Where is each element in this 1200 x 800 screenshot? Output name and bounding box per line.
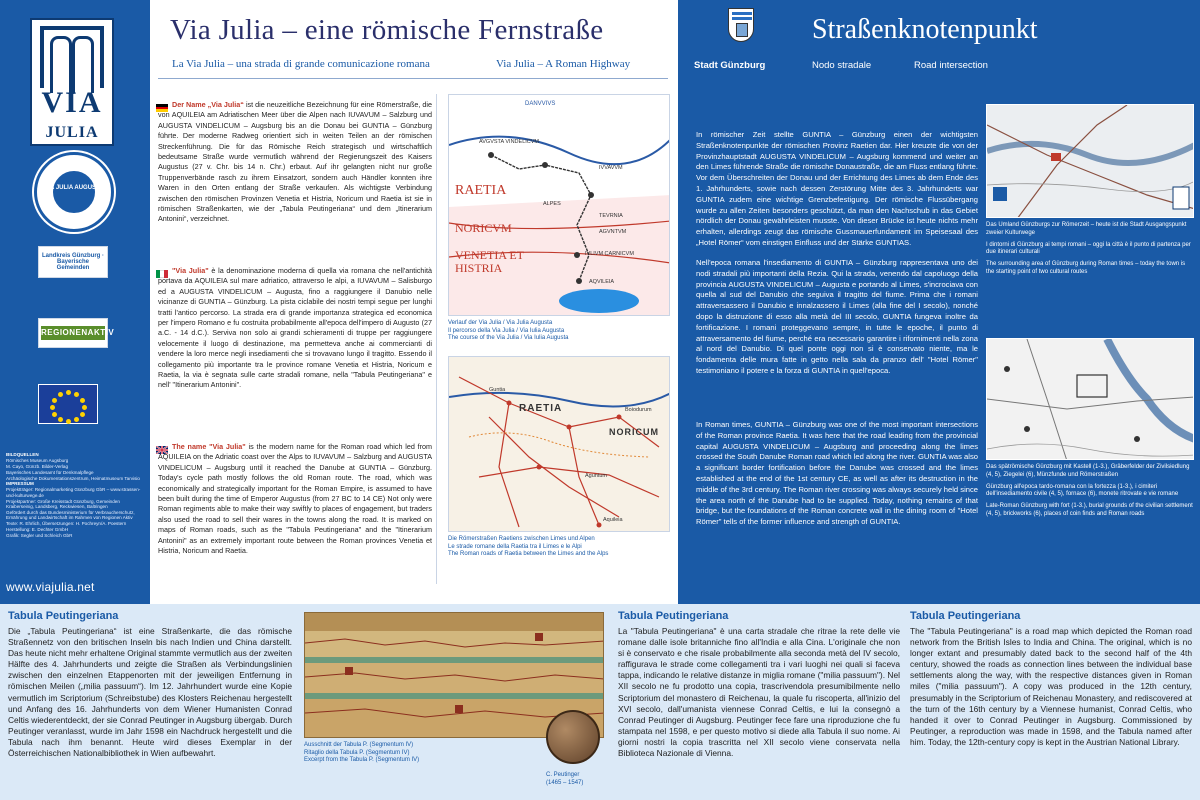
raetia-roads-map: RAETIA NORICUM Guntia Boiodurum Aquileia Aguntum <box>448 356 670 532</box>
partner-logo-landkreis: Landkreis Günzburg · Bayerische Gemeinden <box>38 246 108 278</box>
subtitle-en-right: Road intersection <box>914 60 988 71</box>
tabula-title-en: Tabula Peutingeriana <box>910 610 1021 622</box>
column-divider <box>436 94 437 584</box>
via-julia-augusta-seal <box>34 152 114 232</box>
tabula-text-de: Die „Tabula Peutingeriana“ ist eine Straßenkarte, die das römische Straßennetz von den britischen Inseln bis nach Indien und China darstellt. Das heute nicht mehr erhaltene Original stammte vermutlich aus der zweiten Hälfte des 4. Jahrhunderts und zeigte die Straßen als Verbindungslinien zwischen den einzelnen Etappenorten mit der jeweiligen Entfernung in römischen Meilen („milia passuum“). Im 12. Jahrhundert wurde eine Kopie vermutlich im Scriptorium (Schreibstube) des Klosters Reichenau hergestellt und Anfang des 16. Jahrhunderts von dem Wiener Humanisten Conrad Celtis wiederentdeckt, der sie Conrad Peutinger in Augsburg übergab. Durch Peutinger veranlasst, wurde im Jahr 1598 ein Nachdruck hergestellt und die Tabula nach ihm benannt. Heute wird dieses Exemplar in der Österreichischen Nationalbibliothek in Wien aufbewahrt. <box>8 626 292 759</box>
via-julia-logo <box>30 18 114 146</box>
intersection-text-it: Nell'epoca romana l'insediamento di GUNTIA – Günzburg rappresentava uno dei nodi stradali più importanti della Rezia. Qui la strada, venendo dal capoluogo della provincia AUGUSTA VINDELICUM – Augusta e portando al Limes, s'incrociava con quella al sud del Danubio che seguiva il tragitto del fiume. Prima che i romani attraversassero il Danubio e innalzassero il Limes (alla fine del I secolo), nonché dopo la distruzione di esso alla metà del III secolo, GUNTIA fungeva inoltre da fortificazione. I romani proteggevano sempre, in tutte le epoche, il punto di attraversamento del fiume, perché era necessario garantire i rifornimenti nella zona al nord del Danubio. Di quel ponte oggi non si è conservato niente, ma le fondamenta delle mura fatte in getto nella sala da pranzo dell' "Hotel Römer" testimoniano il potere e la forza di GUNTIA in quell'epoca. <box>696 258 978 375</box>
subtitle-it-right: Nodo stradale <box>812 60 872 71</box>
intersection-title: Straßenknotenpunkt <box>812 14 1038 45</box>
logo-julia: JULIA <box>45 124 99 141</box>
lead-it: "Via Julia" <box>172 266 209 275</box>
roman-map-caption: Das Umland Günzburgs zur Römerzeit – heute ist die Stadt Ausgangspunkt zweier Kulturwege I dintorni di Günzburg ai tempi romani – oggi la città è il punto di partenza per due itinerari culturali The surrounding area of Günzburg during Roman times – today the town is the starting point of two cultural routes <box>986 222 1191 275</box>
city-label: Stadt Günzburg <box>694 60 766 71</box>
tabula-title-it: Tabula Peutingeriana <box>618 610 729 622</box>
town-plan-caption: Das spätrömische Günzburg mit Kastell (1-3.), Gräberfelder der Zivilsiedlung (4, 5), Ziegelei (6), Münzfunde und Römerstraßen Günzburg all'epoca tardo-romana con la fortezza (1-3.), i cimiteri dell'insediamento civile (4, 5), fornace (6), monete ritrovate e vie romane Late-Roman Günzburg with fort (1-3.), burial grounds of the civilian settlement (4, 5), brickworks (6), places of coin finds and Roman roads <box>986 464 1193 517</box>
arch-icon <box>40 26 104 88</box>
tabula-title-de: Tabula Peutingeriana <box>8 610 119 622</box>
intersection-text-en: In Roman times, GUNTIA – Günzburg was one of the most important intersections of the Roman province Raetia. It was here that the road leading from the provincial capital AUGUSTA VINDELICUM – Augsburg and proceeding along the limes crossed the South Danube Roman road which led along the river. GUNTIA was also a significant border fortification before the Danube was crossed and the limes established at the end of the 1st century CE, as well as after its destruction in the middle of the 3rd century. The Roman river crossing was always securely held since the area north of the Danube had to be supplied. Today, nothing remains of that bridge, but the foundations of the Roman concrete wall in the dining room of "Hotel Römer" tells of the former influence and strength of GUNTIA. <box>696 420 978 527</box>
center-panel <box>150 0 678 604</box>
logo-column <box>0 0 148 604</box>
subtitle-it: La Via Julia – una strada di grande comunicazione romana <box>172 58 430 70</box>
tabula-text-it: La "Tabula Peutingeriana" è una carta stradale che ritrae la rete delle vie romane dalle isole britanniche fino all'India e alla Cina. L'originale che non si è conservato e che risale probabilmente alla seconda metà del IV secolo, raffigurava le strade come collegamenti tra i vari luoghi nei quali si faceva tappa, indicando le relative distanze in miglia romane ("milia passuum"). Nel XII secolo ne fu prodotto una copia, trascrivendola presumibilmente nello Scriptorium del monastero di Reichenau, la quale fu riscoperta, all'inizio del XVI secolo, dall'umanista viennese Conrad Celtis, e lui la consegnò a Conrad Peutinger di Augsburg. Peutinger fece fare una riproduzione che fu stampata nel 1598, e per questo motivo si diede alla Tabula il suo nome. Ai giorni nostri la copia trascritta nel XII secolo viene conservata nella Biblioteca Nazionale di Vienna. <box>618 626 900 759</box>
via-julia-route-map: DANVVIVS AVGVSTA VINDELICVM IVVAVVM RAETIA NORICVM VENETIA ET HISTRIA ALPES TEVRNIA AGVNTVM IVLIVM CARNICVM AQVILEIA <box>448 94 670 316</box>
eu-flag-icon <box>38 384 98 424</box>
regionen-aktiv-text: REGIONENAKTIV <box>41 326 105 340</box>
subtitle-en: Via Julia – A Roman Highway <box>496 58 631 70</box>
guenzburg-roman-map <box>986 104 1194 218</box>
text-en: The name "Via Julia" is the modern name for the Roman road which led from AQUILEIA on the Adriatic coast over the Alps to IUVAVUM – Salzburg and AUGUSTA VINDELICUM – Augsburg until it reached the Danube at GUNTIA – Günzburg. Today's cycle path mostly follows the old Roman route. The road, which was economically and strategically important for the Roman Empire, is assumed to have been built during the time of Emperor Augustus (from 27 BC to 14 CE) Not only were Roman regiments able to make their way swiftly to places of engagement, but traders also used the road to sell their wares in the towns along the road. It is marked on maps of Roman roads, such as the "Tabula Peutingeriana" and the "Itinerarium Antonini" as an extremely important route between the Roman provinces Venetia et Histria, Noricum and Raetia. <box>158 442 432 556</box>
tabula-excerpt-caption: Ausschnitt der Tabula P. (Segmentum IV) Ritaglio della Tabula P. (Segmentum IV) Excerpt from the Tabula P. (Segmentum IV) <box>304 742 420 764</box>
seal-text: VIA JULIA AUGUSTA <box>44 185 104 191</box>
peutinger-caption: C. Peutinger (1465 – 1547) <box>546 772 584 786</box>
lead-en: The name "Via Julia" <box>172 442 246 451</box>
image-credits: BILDQUELLEN Römisches Museum Augsburg M. Cayo, Günzb. Bilder-Verlag Bayerisches Landesamt für Denkmalpflege Archäologische Dokumentationszentrum, Heimatmuseum Tarvisio IMPRESSUM Projektträger: Regionalmarketing Günzburg GbR – www.strassen-und-kulturwege.de Projektpartner: Große Kreisstadt Günzburg, Gemeinden Kraiberseinig, Landsberg, Reckwiesen, Baltringen Gefördert durch das Bundesministerium für Verbraucherschutz, Ernährung und Landwirtschaft im Rahmen von Regionen Aktiv Texte: R. Ehrlich, Übersetzungen: H. Pochreyn/A. Poestern Herstellung: E. Dechter GmbH Grafik: Segler und Schleich GbR <box>6 452 141 538</box>
text-it: "Via Julia" è la denominazione moderna di quella via romana che nell'antichità portava da AQUILEIA sul mare adriatico, attraverso le alpi, a IUVAVUM – Salisburgo ed a AUGUSTA VINDELICUM – Augusta, fino a raggiungere il Danubio nelle vicinanze di GUNTIA – Günzburg. La pista ciclabile dei nostri tempi segue per lunghi tratti l'antico percorso. La strada era di grande importanza strategica ed economica per l'impero Romano e fu costruita probabilmente all'epoca dell'impero di Augusto (27 a.C. - 14 d.C.). Serviva non solo ai grandi schieramenti di truppe per raggiungere velocemente il luogo di destinazione, ma permetteva anche ai commercianti di vendere la loro merce negli insediamenti che si trovavano lungo il tragitto. Essendo il collegamento più importante tra le province romane Venetia et Histria, Noricum e Raetia, la via è segnata sulle carte stradali romane, nella "Tabula Peutingeriana" e nell' "Itinerarium Antonini". <box>158 266 433 390</box>
seal-inner <box>51 169 97 215</box>
tabula-band <box>0 604 1200 800</box>
peutinger-medal-portrait <box>546 710 600 764</box>
regionen-aktiv-logo <box>38 318 115 348</box>
guenzburg-crest-icon <box>728 8 754 42</box>
late-roman-town-plan <box>986 338 1194 460</box>
text-de: Der Name „Via Julia“ ist die neuzeitliche Bezeichnung für eine Römerstraße, die von AQUILEIA am Adriatischen Meer über die Alpen nach IUVAVUM – Salzburg und AUGUSTA VINDELICUM – Augsburg bis an die Donau bei GUNTIA – Günzburg führte. Der moderne Radweg orientiert sich in weiten Teilen an der römischen Streckenführung. Die für das Römische Reich strategisch und wirtschaftlich bedeutsame Straße wurde vermutlich während der Regierungszeit des Kaisers Augustus (27 v. Chr. bis 14 n. Chr.) erbaut. Auf ihr gelangten nicht nur große Truppenverbände rasch zu ihrem Einsatzort, sondern auch Händler konnten ihre Waren in den Orten entlang der Straße verkaufen. Als wichtigste Verbindung zwischen den römischen Provinzen Venetia et Histria, Noricum und Raetia ist sie in römischen Straßenkarten, wie der „Tabula Peutingeriana“ und dem „Itinerarium Antonini“, verzeichnet. <box>158 100 432 224</box>
tabula-text-en: The "Tabula Peutingeriana" is a road map which depicted the Roman road network from the British Isles to India and China. The original, which is no longer extant and presumably dated back to the second half of the 4th century, showed the roads as connection lines between the individual base settlements along the way, with the respective distances given in Roman miles ("milia passuum"). A copy was produced in the 12th century, presumably in the Scriptorium of Reichenau Monastery, and rediscovered at the turn of the 16th century by a Viennese humanist, Conrad Celtis, who handed it over to Conrad Peutinger in Augsburg. Commissioned by Peutinger, a reproduction was made in 1598, and the Tabula named after him. Today, the 12th-century copy is kept in the Austrian National Library. <box>910 626 1192 747</box>
logo-via: VIA <box>41 86 103 119</box>
raetia-map-caption: Die Römerstraßen Raetiens zwischen Limes und Alpen Le strade romane della Raetia tra il Limes e le Alpi The Roman roads of Raetia between the Limes and the Alps <box>448 536 609 557</box>
right-panel <box>680 0 1200 604</box>
route-map-caption: Verlauf der Via Julia / Via Julia Augusta Il percorso della Via Julia / Via Iulia Augusta The course of the Via Julia / Via Iulia Augusta <box>448 320 569 341</box>
title-divider <box>158 78 668 79</box>
page-title: Via Julia – eine römische Fernstraße <box>170 14 604 46</box>
lead-de: Der Name „Via Julia“ <box>172 100 244 109</box>
website-link[interactable]: www.viajulia.net <box>6 580 95 594</box>
intersection-text-de: In römischer Zeit stellte GUNTIA – Günzburg einen der wichtigsten Straßenknotenpunkte der römischen Provinz Raetien dar. Hier kreuzte die von der Provinzhauptstadt AUGUSTA VINDELICUM – Augsburg kommend und weiter an den Limes führende Straße die römische Donaustraße, die am Fluss entlang führte. Vor dem Überschreiten der Donau und der Errichtung des Limes ab dem Ende des 1. Jahrhunderts, sowie nach dessen Zerstörung Mitte des 3. Jahrhunderts war GUNTIA zudem eine wichtige Grenzbefestigung. Der römische Flussübergang wurde zu allen Zeiten besonders geschützt, da man den Nachschub in das Gebiet nördlich der Donau gewährleisten musste. Von dieser Brücke ist heute nichts mehr erhalten, allerdings zeugt das römische Gussmauerfundament im Speisesaal des „Hotel Römer“ vom einstigen Einfluss und der Stärke GUNTIAS. <box>696 130 978 247</box>
